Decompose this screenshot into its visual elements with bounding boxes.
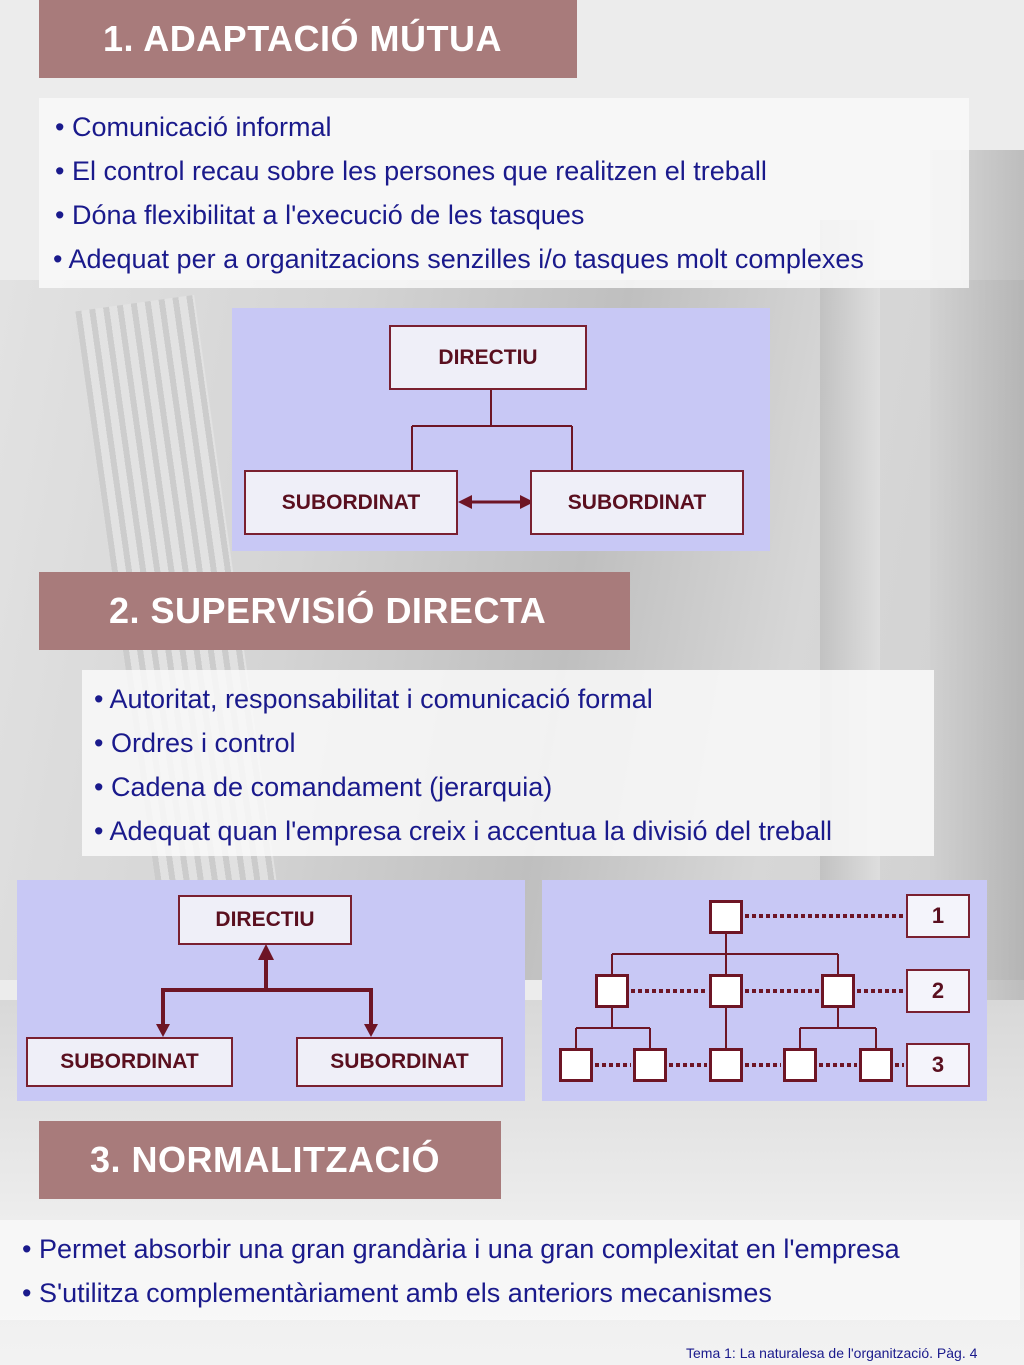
- bullet-item: • Comunicació informal: [55, 112, 332, 142]
- org-node: [821, 974, 855, 1008]
- org-node: [633, 1048, 667, 1082]
- subordinat-box-right: SUBORDINAT: [530, 470, 744, 535]
- mutual-adjustment-diagram: [232, 308, 770, 551]
- direct-supervision-diagram: [17, 880, 525, 1101]
- section-3-title-text: 3. NORMALITZACIÓ: [90, 1139, 440, 1180]
- org-node: [859, 1048, 893, 1082]
- bullet-item: • Permet absorbir una gran grandària i una gran complexitat en l'empresa: [22, 1234, 900, 1264]
- section-2-bullets: [82, 670, 934, 856]
- section-1-title: [39, 0, 577, 78]
- org-node: [595, 974, 629, 1008]
- section-2-title-text: 2. SUPERVISIÓ DIRECTA: [109, 590, 547, 631]
- level-1-box: 1: [906, 894, 970, 938]
- section-3-title: [39, 1121, 501, 1199]
- directiu-box: DIRECTIU: [389, 325, 587, 390]
- section-3-bullets: [0, 1220, 1020, 1320]
- bullet-item: • Adequat quan l'empresa creix i accentua la divisió del treball: [94, 816, 833, 846]
- subordinat-box-right: SUBORDINAT: [296, 1037, 503, 1087]
- bullet-item: • Ordres i control: [94, 728, 296, 758]
- bullet-item: • Dóna flexibilitat a l'execució de les tasques: [55, 200, 585, 230]
- org-node: [783, 1048, 817, 1082]
- section-2-title: [39, 572, 630, 650]
- level-2-box: 2: [906, 969, 970, 1013]
- section-1-bullets: [39, 98, 969, 288]
- org-node: [559, 1048, 593, 1082]
- subordinat-box-left: SUBORDINAT: [26, 1037, 233, 1087]
- directiu-box: DIRECTIU: [178, 895, 352, 945]
- subordinat-box-left: SUBORDINAT: [244, 470, 458, 535]
- org-node: [709, 1048, 743, 1082]
- bullet-item: • Cadena de comandament (jerarquia): [94, 772, 553, 802]
- bullet-item: • El control recau sobre les persones que realitzen el treball: [55, 156, 767, 186]
- hierarchy-levels-diagram: [542, 880, 987, 1101]
- level-3-box: 3: [906, 1043, 970, 1087]
- bullet-item: • Adequat per a organitzacions senzilles i/o tasques molt complexes: [53, 244, 864, 274]
- bullet-item: • Autoritat, responsabilitat i comunicació formal: [94, 684, 653, 714]
- org-node: [709, 900, 743, 934]
- org-node: [709, 974, 743, 1008]
- bullet-item: • S'utilitza complementàriament amb els anteriors mecanismes: [22, 1278, 772, 1308]
- page-footer: Tema 1: La naturalesa de l'organització. Pàg. 4: [686, 1345, 978, 1361]
- section-1-title-text: 1. ADAPTACIÓ MÚTUA: [103, 18, 502, 59]
